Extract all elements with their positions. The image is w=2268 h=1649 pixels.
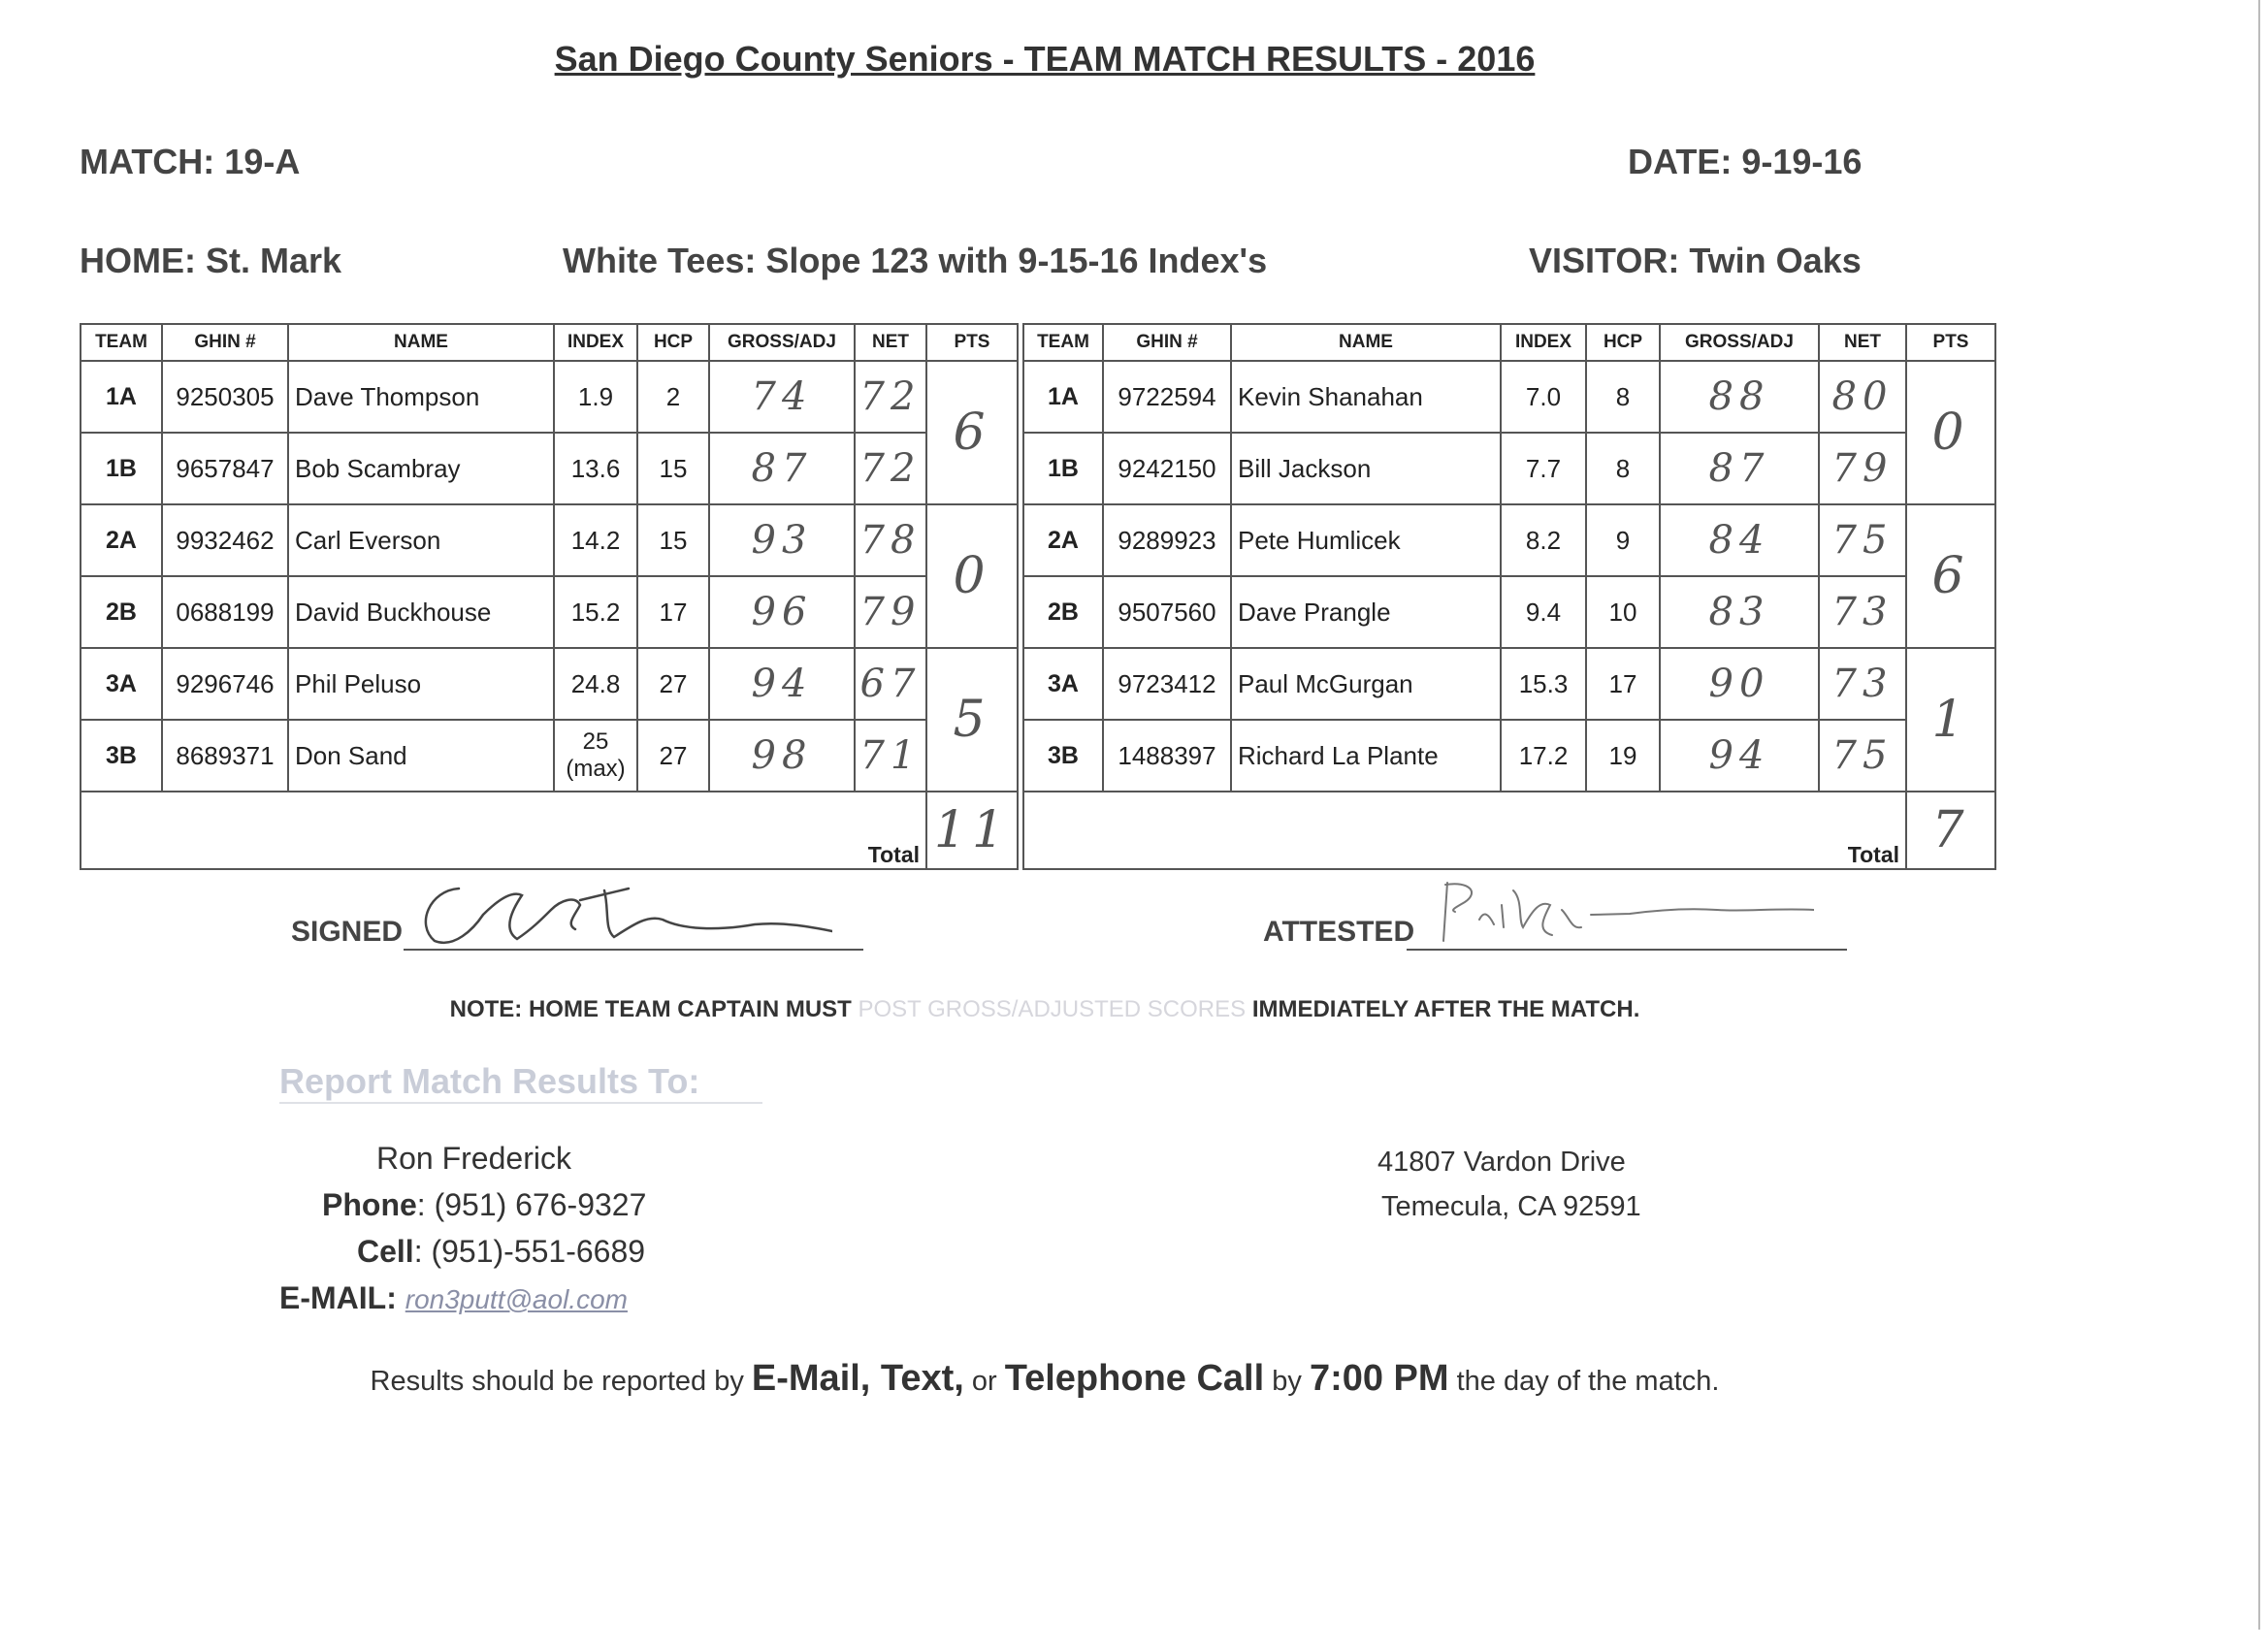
index-cell: 15.3 [1501, 648, 1586, 720]
phone-label: Phone [322, 1187, 417, 1222]
ghin-cell: 1488397 [1103, 720, 1231, 792]
team-cell: 3B [81, 720, 162, 792]
footer-bold-3: 7:00 PM [1309, 1358, 1449, 1399]
index-cell: 9.4 [1501, 576, 1586, 648]
name-cell: Bob Scambray [288, 433, 554, 504]
net-cell: 72 [855, 361, 926, 433]
ghin-cell: 9657847 [162, 433, 288, 504]
points-cell: 1 [1906, 648, 1995, 792]
net-cell: 80 [1819, 361, 1906, 433]
address-line-2: Temecula, CA 92591 [1381, 1191, 1641, 1222]
home-score-table [80, 323, 1019, 870]
visitor-total: 7 [1906, 792, 1995, 869]
points-cell: 0 [1906, 361, 1995, 504]
gross-cell: 87 [709, 433, 855, 504]
total-row [81, 792, 1018, 869]
table-row [81, 648, 1018, 720]
col-ghin: GHIN # [1103, 324, 1231, 361]
net-cell: 78 [855, 504, 926, 576]
ghin-cell: 9507560 [1103, 576, 1231, 648]
report-heading: Report Match Results To: [279, 1061, 762, 1104]
table-row [81, 576, 1018, 648]
signed-signature [405, 871, 832, 951]
col-hcp: HCP [1586, 324, 1660, 361]
document-title: San Diego County Seniors - TEAM MATCH RESULTS - 2016 [554, 39, 1536, 79]
gross-cell: 93 [709, 504, 855, 576]
contact-phone [322, 1187, 646, 1223]
table-row [81, 504, 1018, 576]
visitor-score-table [1022, 323, 1996, 870]
hcp-cell: 17 [1586, 648, 1660, 720]
contact-name: Ron Frederick [376, 1141, 571, 1176]
note-suffix: IMMEDIATELY AFTER THE MATCH. [1251, 996, 1640, 1022]
gross-cell: 94 [709, 648, 855, 720]
index-cell: 8.2 [1501, 504, 1586, 576]
match-number: MATCH: 19-A [80, 142, 301, 181]
table-row [1023, 576, 1995, 648]
col-hcp: HCP [637, 324, 709, 361]
hcp-cell: 9 [1586, 504, 1660, 576]
name-cell: Bill Jackson [1231, 433, 1501, 504]
footer-text-3: by [1272, 1366, 1302, 1397]
col-team: TEAM [81, 324, 162, 361]
gross-cell: 94 [1660, 720, 1819, 792]
table-row [1023, 648, 1995, 720]
hcp-cell: 17 [637, 576, 709, 648]
gross-cell: 90 [1660, 648, 1819, 720]
name-cell: Phil Peluso [288, 648, 554, 720]
ghin-cell: 9932462 [162, 504, 288, 576]
hcp-cell: 8 [1586, 361, 1660, 433]
table-row [81, 433, 1018, 504]
table-row [1023, 720, 1995, 792]
name-cell: Paul McGurgan [1231, 648, 1501, 720]
net-cell: 79 [1819, 433, 1906, 504]
net-cell: 75 [1819, 504, 1906, 576]
email-link[interactable]: ron3putt@aol.com [405, 1284, 628, 1314]
points-cell: 6 [926, 361, 1018, 504]
index-cell: 7.0 [1501, 361, 1586, 433]
total-label: Total [1023, 792, 1906, 869]
home-total: 11 [926, 792, 1018, 869]
hcp-cell: 15 [637, 504, 709, 576]
team-cell: 2B [1023, 576, 1103, 648]
ghin-cell: 9242150 [1103, 433, 1231, 504]
net-cell: 73 [1819, 648, 1906, 720]
col-pts: PTS [1906, 324, 1995, 361]
col-gross: GROSS/ADJ [1660, 324, 1819, 361]
home-team: HOME: St. Mark [80, 241, 342, 280]
gross-cell: 87 [1660, 433, 1819, 504]
total-label: Total [81, 792, 926, 869]
contact-cell [357, 1234, 645, 1270]
tee-info: White Tees: Slope 123 with 9-15-16 Index's [563, 241, 1268, 280]
footer-text-4: the day of the match. [1456, 1366, 1720, 1397]
index-cell: 14.2 [554, 504, 637, 576]
hcp-cell: 15 [637, 433, 709, 504]
points-cell: 6 [1906, 504, 1995, 648]
name-cell: David Buckhouse [288, 576, 554, 648]
address-line-1: 41807 Vardon Drive [1377, 1147, 1626, 1178]
index-value: 25 [582, 728, 609, 755]
footer-bold-1: E-Mail, Text, [751, 1358, 964, 1399]
net-cell: 72 [855, 433, 926, 504]
col-net: NET [855, 324, 926, 361]
ghin-cell: 0688199 [162, 576, 288, 648]
index-cell: 15.2 [554, 576, 637, 648]
note-faint-text: POST GROSS/ADJUSTED SCORES [858, 996, 1247, 1022]
footer-text-1: Results should be reported by [370, 1366, 744, 1397]
team-cell: 2A [81, 504, 162, 576]
cell-label: Cell [357, 1234, 414, 1269]
points-cell: 5 [926, 648, 1018, 792]
index-cell: 17.2 [1501, 720, 1586, 792]
index-cell: 1.9 [554, 361, 637, 433]
col-index: INDEX [554, 324, 637, 361]
team-cell: 1A [81, 361, 162, 433]
team-cell: 3A [1023, 648, 1103, 720]
ghin-cell: 9250305 [162, 361, 288, 433]
name-cell: Dave Thompson [288, 361, 554, 433]
index-cell: 13.6 [554, 433, 637, 504]
gross-cell: 88 [1660, 361, 1819, 433]
name-cell: Pete Humlicek [1231, 504, 1501, 576]
net-cell: 73 [1819, 576, 1906, 648]
table-row [81, 720, 1018, 792]
cell-value: : (951)-551-6689 [413, 1234, 646, 1269]
index-cell: 24.8 [554, 648, 637, 720]
hcp-cell: 10 [1586, 576, 1660, 648]
col-index: INDEX [1501, 324, 1586, 361]
net-cell: 79 [855, 576, 926, 648]
team-cell: 1B [81, 433, 162, 504]
captain-note [0, 996, 2090, 1023]
table-row [1023, 433, 1995, 504]
visitor-team: VISITOR: Twin Oaks [1529, 241, 1862, 280]
index-max-note: (max) [566, 756, 626, 782]
table-row [1023, 361, 1995, 433]
team-cell: 2B [81, 576, 162, 648]
name-cell: Richard La Plante [1231, 720, 1501, 792]
contact-email [279, 1280, 628, 1316]
reporting-instructions [0, 1358, 2090, 1400]
hcp-cell: 19 [1586, 720, 1660, 792]
ghin-cell: 8689371 [162, 720, 288, 792]
match-date: DATE: 9-19-16 [1628, 142, 1863, 181]
total-row [1023, 792, 1995, 869]
col-pts: PTS [926, 324, 1018, 361]
col-name: NAME [288, 324, 554, 361]
ghin-cell: 9296746 [162, 648, 288, 720]
col-name: NAME [1231, 324, 1501, 361]
col-gross: GROSS/ADJ [709, 324, 855, 361]
footer-bold-2: Telephone Call [1004, 1358, 1265, 1399]
index-cell: 7.7 [1501, 433, 1586, 504]
page-edge [2258, 0, 2260, 1630]
col-ghin: GHIN # [162, 324, 288, 361]
email-label: E-MAIL: [279, 1280, 397, 1315]
col-net: NET [1819, 324, 1906, 361]
signed-label: SIGNED [291, 916, 404, 948]
team-cell: 1B [1023, 433, 1103, 504]
col-team: TEAM [1023, 324, 1103, 361]
note-prefix: NOTE: HOME TEAM CAPTAIN MUST [449, 996, 852, 1022]
team-cell: 3B [1023, 720, 1103, 792]
ghin-cell: 9289923 [1103, 504, 1231, 576]
gross-cell: 96 [709, 576, 855, 648]
net-cell: 71 [855, 720, 926, 792]
name-cell: Kevin Shanahan [1231, 361, 1501, 433]
index-cell [554, 720, 637, 792]
gross-cell: 74 [709, 361, 855, 433]
ghin-cell: 9723412 [1103, 648, 1231, 720]
attested-label: ATTESTED [1263, 916, 1415, 948]
net-cell: 75 [1819, 720, 1906, 792]
gross-cell: 83 [1660, 576, 1819, 648]
ghin-cell: 9722594 [1103, 361, 1231, 433]
hcp-cell: 27 [637, 648, 709, 720]
footer-text-2: or [971, 1366, 997, 1397]
team-cell: 3A [81, 648, 162, 720]
table-row [1023, 504, 1995, 576]
visitor-header-row [1023, 324, 1995, 361]
hcp-cell: 2 [637, 361, 709, 433]
name-cell: Dave Prangle [1231, 576, 1501, 648]
hcp-cell: 8 [1586, 433, 1660, 504]
net-cell: 67 [855, 648, 926, 720]
table-row [81, 361, 1018, 433]
gross-cell: 84 [1660, 504, 1819, 576]
home-header-row [81, 324, 1018, 361]
gross-cell: 98 [709, 720, 855, 792]
name-cell: Carl Everson [288, 504, 554, 576]
attested-signature [1426, 871, 1814, 951]
hcp-cell: 27 [637, 720, 709, 792]
phone-value: : (951) 676-9327 [416, 1187, 647, 1222]
team-cell: 2A [1023, 504, 1103, 576]
name-cell: Don Sand [288, 720, 554, 792]
points-cell: 0 [926, 504, 1018, 648]
team-cell: 1A [1023, 361, 1103, 433]
